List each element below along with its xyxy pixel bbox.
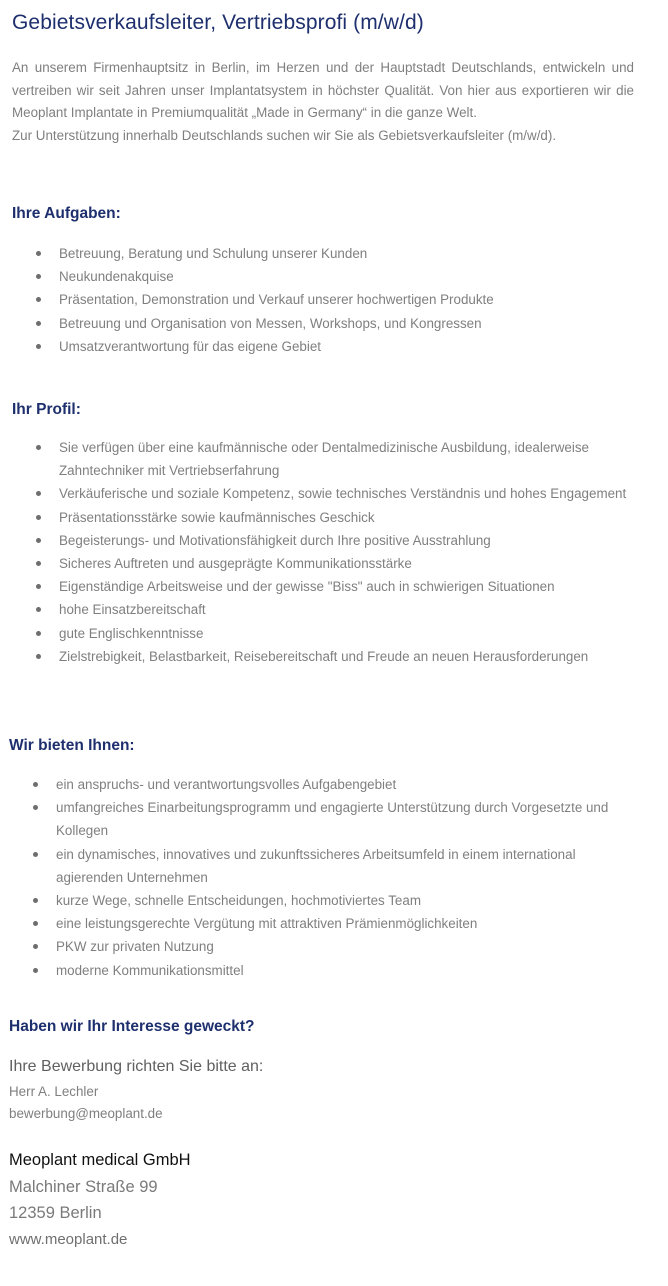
list-item: ein dynamisches, innovatives und zukunftssicheres Arbeitsumfeld in einem international agierenden Unternehmen [33,843,636,889]
bieten-heading: Wir bieten Ihnen: [9,737,135,754]
bullet-icon [36,584,41,589]
bullet-icon [36,538,41,543]
contact-name: Herr A. Lechler [9,1084,99,1099]
bullet-icon [33,944,38,949]
company-street: Malchiner Straße 99 [9,1178,158,1196]
list-item: Verkäuferische und soziale Kompetenz, sowie technisches Verständnis und hohes Engagement [36,482,636,505]
bullet-icon [33,852,38,857]
list-item: Sie verfügen über eine kaufmännische oder Dentalmedizinische Ausbildung, idealerweise Zahntechniker mit Vertriebserfahrung [36,436,636,482]
bullet-icon [36,631,41,636]
list-item: Präsentation, Demonstration und Verkauf unserer hochwertigen Produkte [36,288,636,311]
list-item: moderne Kommunikationsmittel [33,959,636,982]
contact-email: bewerbung@meoplant.de [9,1106,163,1121]
bieten-list [33,773,636,982]
bullet-icon [33,898,38,903]
bullet-icon [36,515,41,520]
page-title: Gebietsverkaufsleiter, Vertriebsprofi (m/w/d) [12,11,424,34]
company-website-link[interactable]: www.meoplant.de [9,1231,128,1248]
profil-list [36,436,636,668]
intro-paragraph-2: Zur Unterstützung innerhalb Deutschlands suchen wir Sie als Gebietsverkaufsleiter (m/w/d). [12,127,557,143]
list-item: Sicheres Auftreten und ausgeprägte Kommunikationsstärke [36,552,636,575]
aufgaben-list [36,242,636,358]
list-item: umfangreiches Einarbeitungsprogramm und engagierte Unterstützung durch Vorgesetzte und Kollegen [33,796,636,842]
interesse-heading: Haben wir Ihr Interesse geweckt? [9,1018,255,1035]
list-item: Zielstrebigkeit, Belastbarkeit, Reisebereitschaft und Freude an neuen Herausforderungen [36,645,636,668]
list-item: ein anspruchs- und verantwortungsvolles Aufgabengebiet [33,773,636,796]
bullet-icon [33,921,38,926]
list-item: gute Englischkenntnisse [36,622,636,645]
bullet-icon [36,491,41,496]
list-item: Betreuung und Organisation von Messen, Workshops, und Kongressen [36,312,636,335]
list-item: PKW zur privaten Nutzung [33,935,636,958]
list-item: Eigenständige Arbeitsweise und der gewisse "Biss" auch in schwierigen Situationen [36,575,636,598]
list-item: Umsatzverantwortung für das eigene Gebiet [36,335,636,358]
contact-lead: Ihre Bewerbung richten Sie bitte an: [9,1058,264,1075]
list-item: Präsentationsstärke sowie kaufmännisches Geschick [36,506,636,529]
bullet-icon [33,782,38,787]
bullet-icon [36,274,41,279]
bullet-icon [36,344,41,349]
bullet-icon [33,805,38,810]
intro-paragraph-1: An unserem Firmenhauptsitz in Berlin, im Herzen und der Hauptstadt Deutschlands, entwickeln und vertreiben wir seit Jahren unser Implantatsystem in höchster Qualität. Von hier aus exportieren wir die Meoplant Implantate in Premiumqualität „Made in Germany“ in die ganze Welt. [12,60,634,121]
list-item: Betreuung, Beratung und Schulung unserer Kunden [36,242,636,265]
list-item: hohe Einsatzbereitschaft [36,598,636,621]
bullet-icon [36,251,41,256]
aufgaben-heading: Ihre Aufgaben: [12,205,121,222]
bullet-icon [36,445,41,450]
bullet-icon [36,297,41,302]
bullet-icon [36,321,41,326]
bullet-icon [36,561,41,566]
list-item: kurze Wege, schnelle Entscheidungen, hochmotiviertes Team [33,889,636,912]
list-item: Begeisterungs- und Motivationsfähigkeit durch Ihre positive Ausstrahlung [36,529,636,552]
intro-text [12,57,634,147]
company-name: Meoplant medical GmbH [9,1151,191,1169]
bullet-icon [33,968,38,973]
bullet-icon [36,654,41,659]
company-city: 12359 Berlin [9,1204,102,1222]
list-item: eine leistungsgerechte Vergütung mit attraktiven Prämienmöglichkeiten [33,912,636,935]
profil-heading: Ihr Profil: [12,401,81,418]
list-item: Neukundenakquise [36,265,636,288]
bullet-icon [36,607,41,612]
